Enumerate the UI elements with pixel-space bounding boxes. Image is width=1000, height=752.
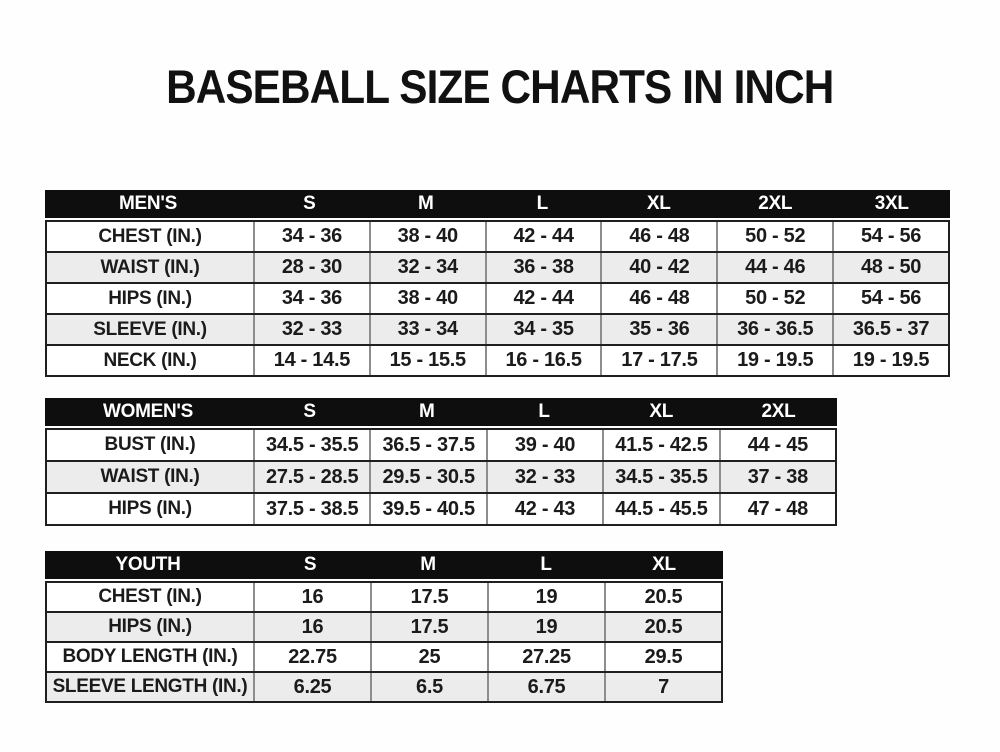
measurement-label: CHEST (IN.) (98, 225, 202, 247)
size-value: 19 - 19.5 (832, 346, 948, 375)
table-row (47, 641, 721, 671)
size-value: 14 - 14.5 (253, 346, 369, 375)
table-row (47, 430, 835, 460)
table-row (47, 611, 721, 641)
size-value: 20.5 (604, 583, 721, 611)
size-value: 37.5 - 38.5 (253, 494, 369, 524)
measurement-label: BUST (IN.) (104, 434, 196, 455)
size-value: 47 - 48 (719, 494, 835, 524)
size-value: 36.5 - 37 (832, 315, 948, 344)
size-value: 17.5 (370, 583, 487, 611)
measurement-label: CHEST (IN.) (98, 586, 202, 607)
size-value: 32 - 34 (369, 253, 485, 282)
measurement-label: HIPS (IN.) (108, 287, 192, 309)
size-value: 40 - 42 (600, 253, 716, 282)
size-column-header: 2XL (758, 193, 793, 214)
size-value: 38 - 40 (369, 284, 485, 313)
size-value: 19 - 19.5 (716, 346, 832, 375)
size-column-header: L (538, 401, 550, 422)
table-row (47, 313, 948, 344)
womens-table-header (45, 398, 837, 426)
size-value: 29.5 (604, 643, 721, 671)
size-value: 39.5 - 40.5 (369, 494, 485, 524)
size-value: 25 (370, 643, 487, 671)
size-value: 36.5 - 37.5 (369, 430, 485, 460)
mens-table-body (45, 220, 950, 377)
size-column-header: XL (649, 401, 674, 422)
size-column-header: S (303, 193, 316, 214)
womens-size-table (45, 398, 837, 526)
size-value: 6.5 (370, 673, 487, 701)
measurement-label: NECK (IN.) (103, 349, 197, 371)
table-row (47, 222, 948, 251)
group-header-label: WOMEN'S (102, 401, 194, 422)
size-value: 32 - 33 (253, 315, 369, 344)
size-value: 6.75 (487, 673, 604, 701)
mens-size-table (45, 190, 950, 377)
page-title (0, 62, 1000, 112)
measurement-label: WAIST (IN.) (100, 256, 200, 278)
size-value: 16 - 16.5 (485, 346, 601, 375)
table-row (47, 460, 835, 492)
size-value: 34.5 - 35.5 (253, 430, 369, 460)
table-row (47, 344, 948, 375)
size-value: 44 - 45 (719, 430, 835, 460)
size-value: 48 - 50 (832, 253, 948, 282)
youth-size-table (45, 551, 723, 703)
measurement-label: WAIST (IN.) (100, 466, 200, 487)
size-value: 36 - 38 (485, 253, 601, 282)
womens-table-body (45, 428, 837, 526)
size-value: 32 - 33 (486, 462, 602, 492)
size-value: 34 - 35 (485, 315, 601, 344)
size-column-header: 2XL (761, 401, 796, 422)
size-value: 20.5 (604, 613, 721, 641)
size-value: 37 - 38 (719, 462, 835, 492)
size-column-header: S (303, 401, 316, 422)
size-column-header: M (420, 554, 436, 575)
size-column-header: M (417, 193, 434, 214)
size-value: 46 - 48 (600, 284, 716, 313)
size-value: 17.5 (370, 613, 487, 641)
size-value: 46 - 48 (600, 222, 716, 251)
table-row (47, 583, 721, 611)
size-column-header: XL (646, 193, 671, 214)
size-value: 16 (253, 613, 370, 641)
measurement-label: BODY LENGTH (IN.) (62, 646, 238, 667)
size-value: 42 - 43 (486, 494, 602, 524)
size-value: 54 - 56 (832, 284, 948, 313)
size-value: 44 - 46 (716, 253, 832, 282)
measurement-label: HIPS (IN.) (108, 616, 192, 637)
size-value: 42 - 44 (485, 222, 601, 251)
table-row (47, 282, 948, 313)
size-value: 22.75 (253, 643, 370, 671)
size-value: 50 - 52 (716, 284, 832, 313)
size-value: 16 (253, 583, 370, 611)
table-row (47, 671, 721, 701)
size-value: 33 - 34 (369, 315, 485, 344)
size-column-header: L (536, 193, 548, 214)
size-value: 36 - 36.5 (716, 315, 832, 344)
page-title-text: BASEBALL SIZE CHARTS IN INCH (166, 60, 834, 113)
size-value: 44.5 - 45.5 (602, 494, 718, 524)
mens-table-header (45, 190, 950, 218)
size-value: 17 - 17.5 (600, 346, 716, 375)
size-value: 15 - 15.5 (369, 346, 485, 375)
size-value: 39 - 40 (486, 430, 602, 460)
size-value: 19 (487, 613, 604, 641)
group-header-label: YOUTH (115, 554, 181, 575)
table-row (47, 251, 948, 282)
size-value: 38 - 40 (369, 222, 485, 251)
measurement-label: SLEEVE (IN.) (93, 318, 207, 340)
size-value: 54 - 56 (832, 222, 948, 251)
table-row (47, 492, 835, 524)
size-value: 27.25 (487, 643, 604, 671)
size-column-header: L (540, 554, 552, 575)
size-value: 34 - 36 (253, 222, 369, 251)
youth-table-body (45, 581, 723, 703)
size-column-header: XL (652, 554, 676, 575)
size-column-header: 3XL (874, 193, 909, 214)
size-value: 34.5 - 35.5 (602, 462, 718, 492)
measurement-label: HIPS (IN.) (108, 498, 192, 519)
size-value: 27.5 - 28.5 (253, 462, 369, 492)
size-value: 50 - 52 (716, 222, 832, 251)
youth-table-header (45, 551, 723, 579)
size-column-header: S (303, 554, 317, 575)
size-value: 34 - 36 (253, 284, 369, 313)
size-value: 29.5 - 30.5 (369, 462, 485, 492)
size-value: 35 - 36 (600, 315, 716, 344)
group-header-label: MEN'S (119, 193, 177, 214)
size-value: 6.25 (253, 673, 370, 701)
size-value: 19 (487, 583, 604, 611)
size-value: 41.5 - 42.5 (602, 430, 718, 460)
size-value: 7 (604, 673, 721, 701)
size-value: 42 - 44 (485, 284, 601, 313)
size-column-header: M (419, 401, 435, 422)
measurement-label: SLEEVE LENGTH (IN.) (52, 676, 248, 697)
size-value: 28 - 30 (253, 253, 369, 282)
